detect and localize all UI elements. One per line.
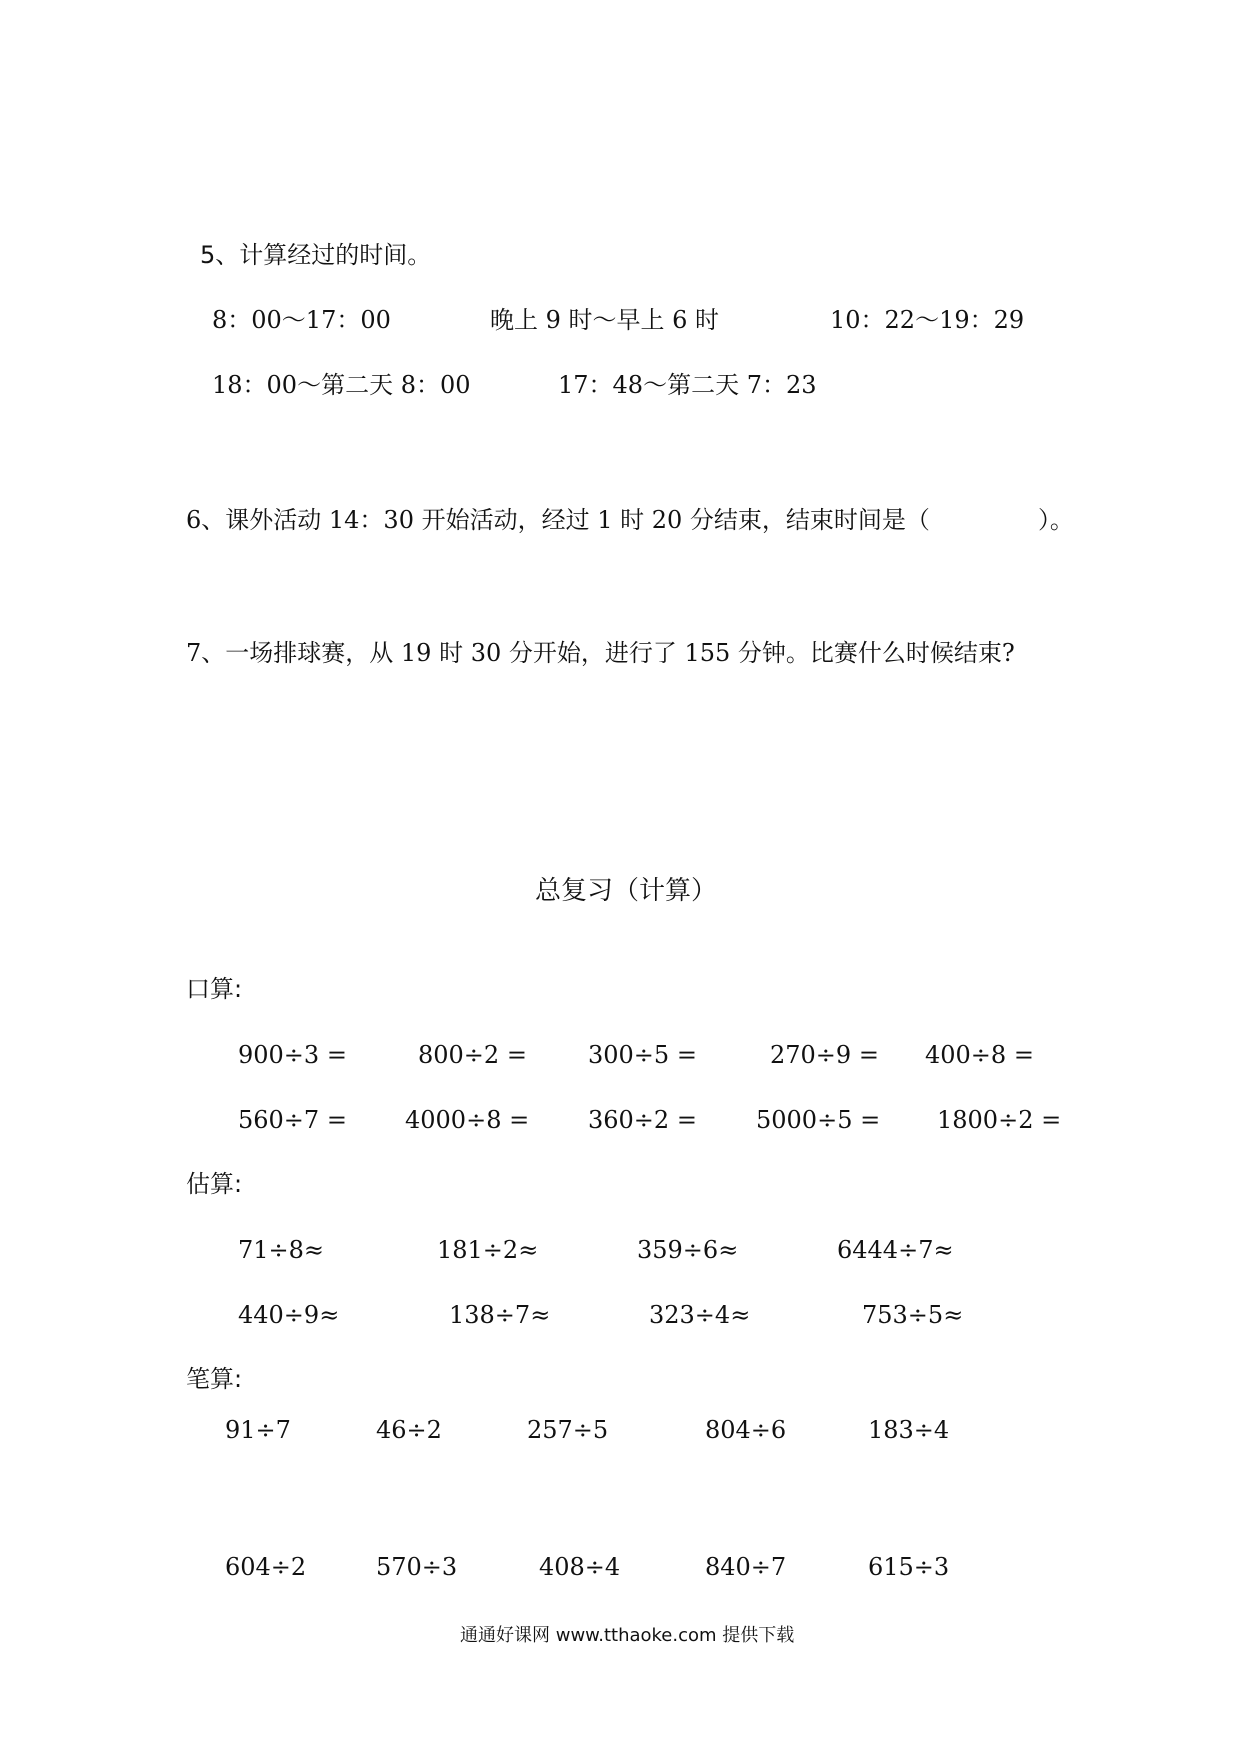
- oral-problem: 800÷2 =: [418, 1041, 527, 1069]
- oral-problem: 270÷9 =: [770, 1041, 879, 1069]
- written-problem: 604÷2: [225, 1553, 307, 1581]
- q6-text-end: ）。: [1037, 506, 1074, 534]
- q5-item: 18：00～第二天 8：00: [212, 371, 471, 399]
- q5-heading: 5、计算经过的时间。: [200, 241, 432, 269]
- oral-problem: 4000÷8 =: [405, 1106, 530, 1134]
- q7-question: 7、一场排球赛，从 19 时 30 分开始，进行了 155 分钟。比赛什么时候结束?: [186, 639, 1015, 667]
- written-problem: 615÷3: [868, 1553, 950, 1581]
- q5-item: 17：48～第二天 7：23: [558, 371, 817, 399]
- written-problem: 183÷4: [868, 1416, 950, 1444]
- estimate-problem: 440÷9≈: [238, 1301, 340, 1329]
- oral-problem: 300÷5 =: [588, 1041, 697, 1069]
- oral-label: 口算:: [186, 975, 243, 1003]
- estimate-problem: 181÷2≈: [437, 1236, 539, 1264]
- q5-item: 晚上 9 时～早上 6 时: [490, 306, 720, 334]
- estimate-problem: 753÷5≈: [862, 1301, 964, 1329]
- written-problem: 570÷3: [376, 1553, 458, 1581]
- oral-problem: 5000÷5 =: [756, 1106, 881, 1134]
- oral-problem: 360÷2 =: [588, 1106, 697, 1134]
- estimate-problem: 71÷8≈: [238, 1236, 325, 1264]
- oral-problem: 560÷7 =: [238, 1106, 347, 1134]
- written-problem: 804÷6: [705, 1416, 787, 1444]
- written-problem: 257÷5: [527, 1416, 609, 1444]
- estimate-label: 估算:: [186, 1170, 243, 1198]
- written-problem: 840÷7: [705, 1553, 787, 1581]
- q6-question: [186, 508, 1074, 532]
- estimate-problem: 323÷4≈: [649, 1301, 751, 1329]
- oral-problem: 1800÷2 =: [937, 1106, 1062, 1134]
- estimate-problem: 359÷6≈: [637, 1236, 739, 1264]
- footer-text: 通通好课网 www.tthaoke.com 提供下载: [460, 1625, 795, 1646]
- q5-item: 8：00～17：00: [212, 306, 391, 334]
- written-label: 笔算:: [186, 1365, 243, 1393]
- written-problem: 408÷4: [539, 1553, 621, 1581]
- written-problem: 91÷7: [225, 1416, 291, 1444]
- page-title: 总复习（计算）: [535, 876, 718, 906]
- oral-problem: 400÷8 =: [925, 1041, 1034, 1069]
- q6-text: 6、课外活动 14：30 开始活动，经过 1 时 20 分结束，结束时间是（: [186, 506, 930, 534]
- oral-problem: 900÷3 =: [238, 1041, 347, 1069]
- written-problem: 46÷2: [376, 1416, 442, 1444]
- q5-item: 10：22～19：29: [830, 306, 1025, 334]
- estimate-problem: 6444÷7≈: [837, 1236, 954, 1264]
- estimate-problem: 138÷7≈: [449, 1301, 551, 1329]
